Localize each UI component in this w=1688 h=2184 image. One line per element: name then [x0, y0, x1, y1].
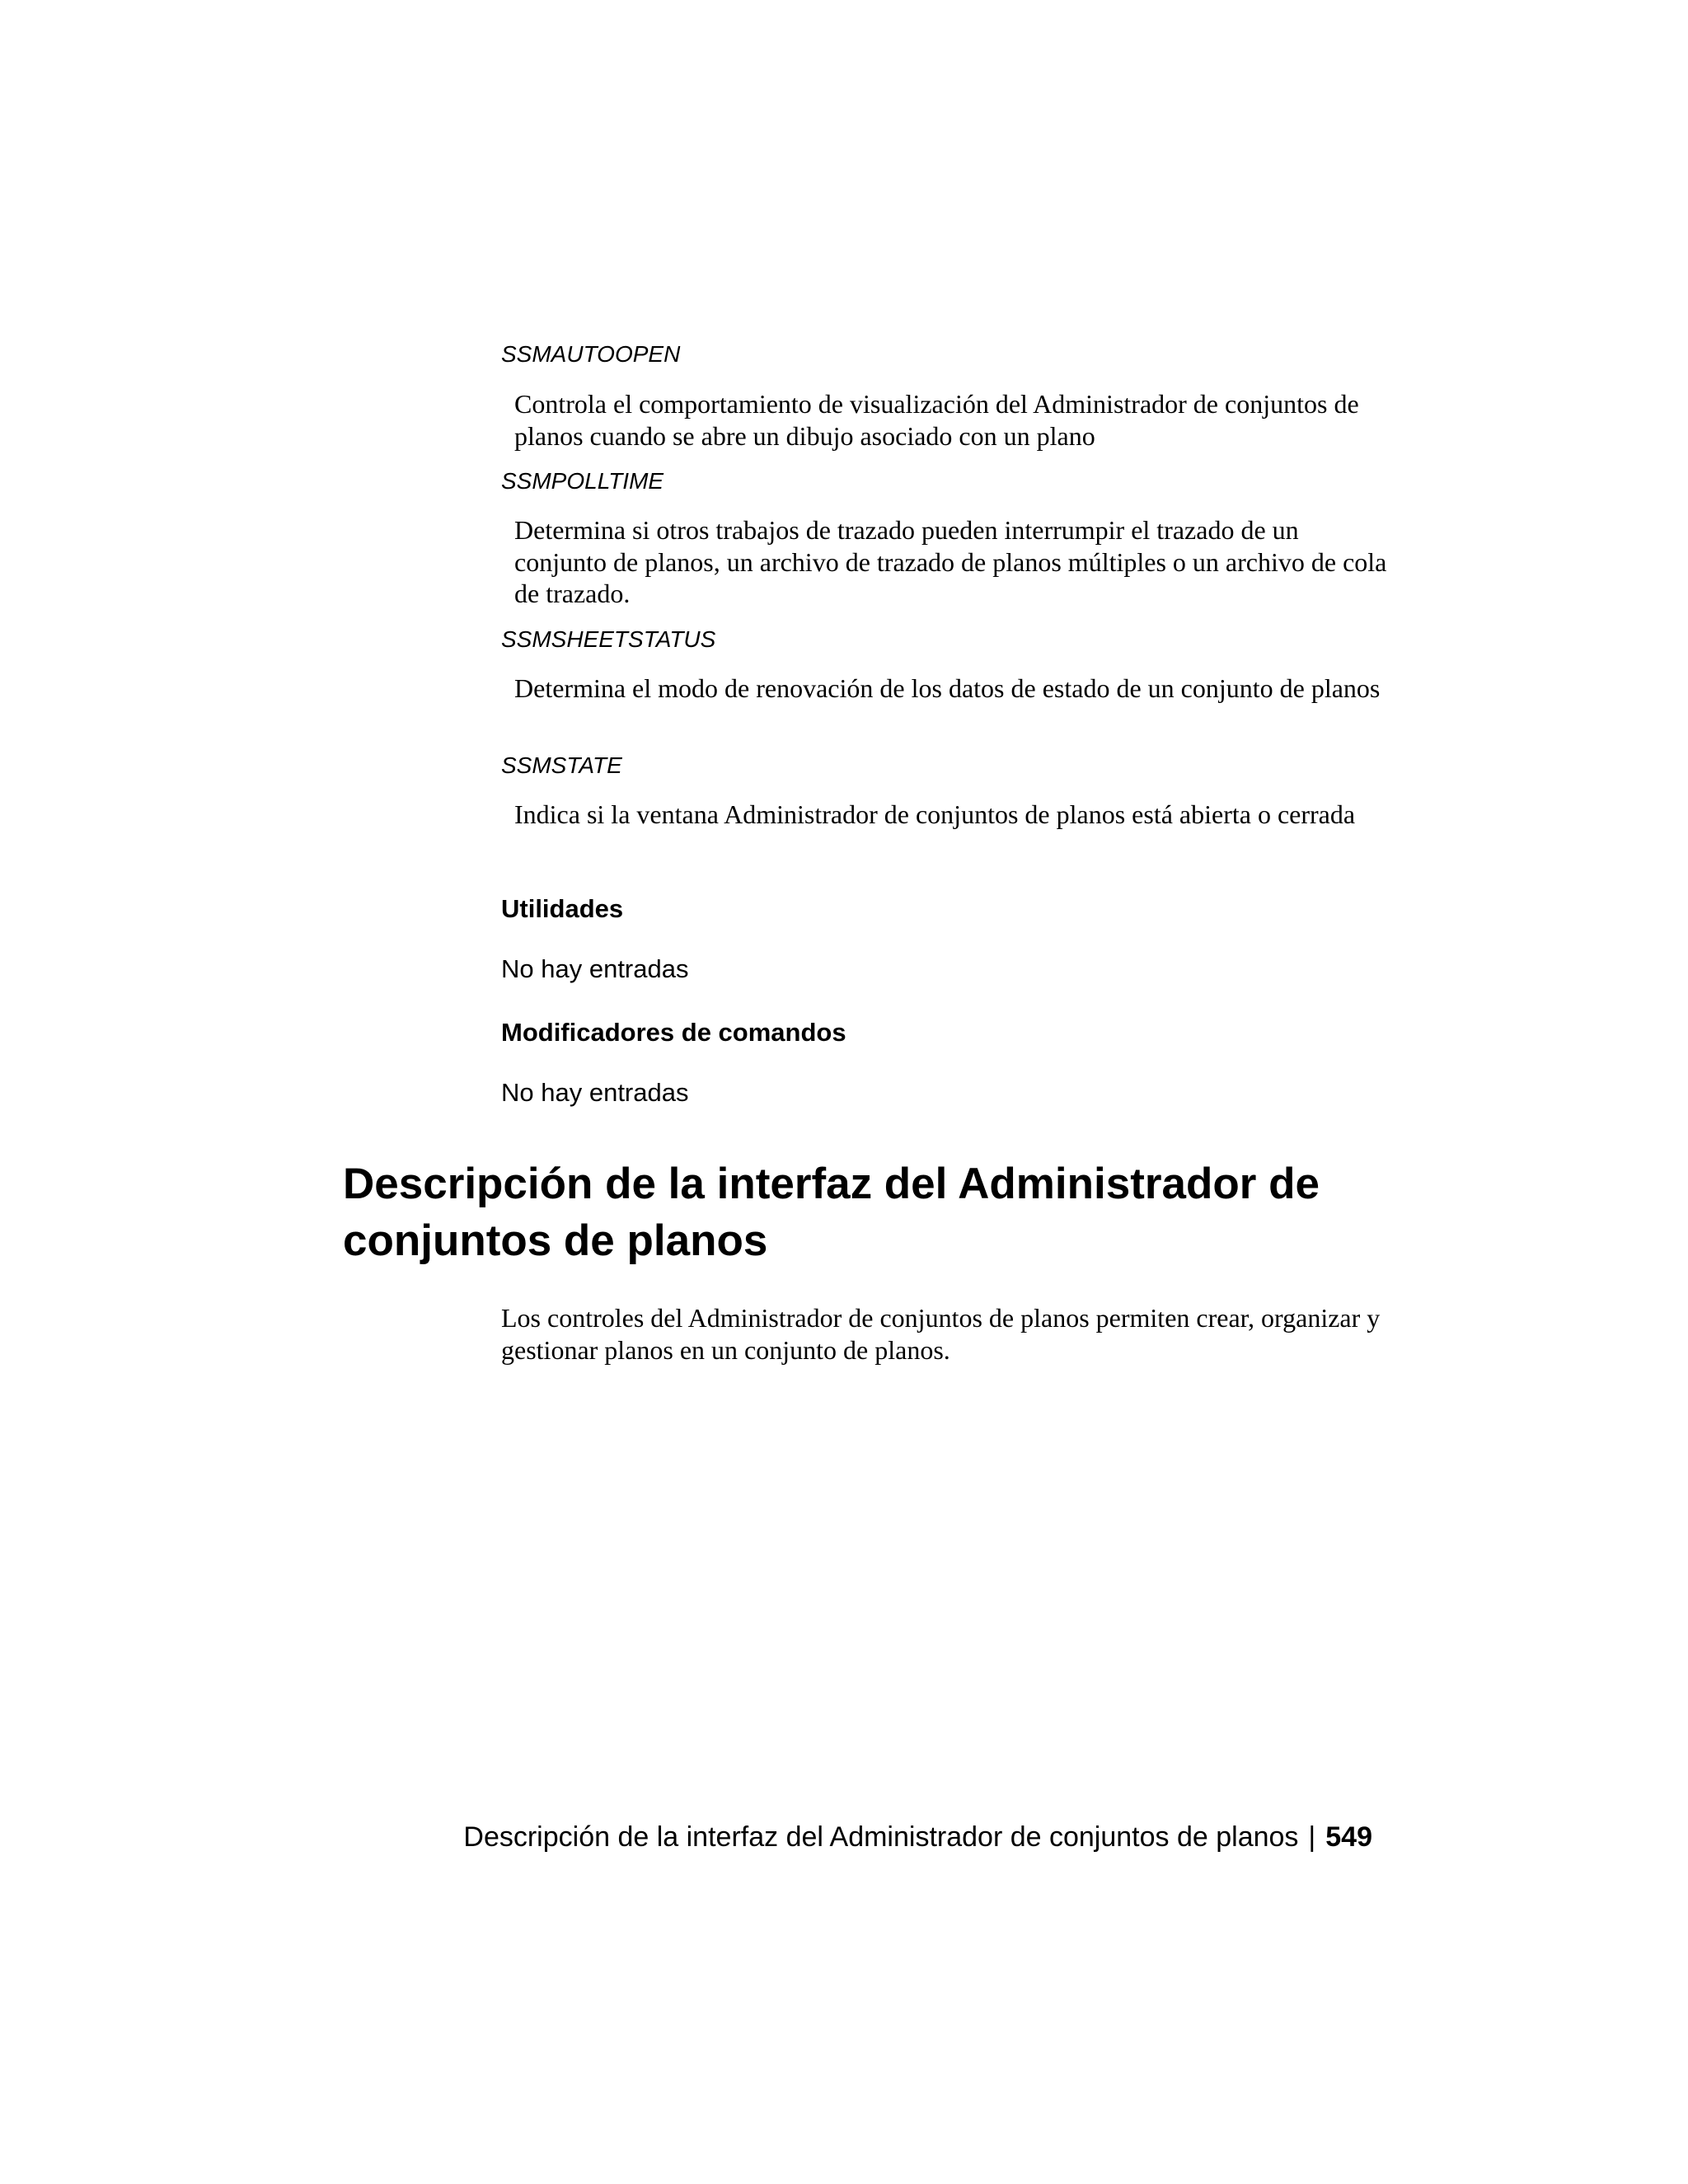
section-title: Descripción de la interfaz del Administrador de conjuntos de planos — [343, 1160, 1320, 1265]
command-modifiers-text: No hay entradas — [501, 1078, 689, 1107]
variable-description-ssmautoopen: Controla el comportamiento de visualización del Administrador de conjuntos de planos cuando se abre un dibujo asociado con un plano — [514, 389, 1359, 451]
utilities-text: No hay entradas — [501, 954, 689, 983]
variable-description-ssmsheetstatus: Determina el modo de renovación de los datos de estado de un conjunto de planos — [514, 673, 1381, 703]
footer-separator: | — [1308, 1821, 1316, 1853]
section-intro: Los controles del Administrador de conjuntos de planos permiten crear, organizar y gestionar planos en un conjunto de planos. — [501, 1303, 1381, 1365]
variable-description-ssmstate: Indica si la ventana Administrador de conjuntos de planos está abierta o cerrada — [514, 799, 1356, 829]
variable-name-ssmautoopen: SSMAUTOOPEN — [501, 341, 681, 367]
variable-name-ssmsheetstatus: SSMSHEETSTATUS — [501, 626, 716, 652]
footer-title: Descripción de la interfaz del Administrador de conjuntos de planos — [463, 1821, 1299, 1853]
variable-description-ssmpolltime: Determina si otros trabajos de trazado pueden interrumpir el trazado de un conjunto de planos, un archivo de trazado de planos múltiples o un archivo de cola de trazado. — [514, 515, 1387, 608]
variable-name-ssmpolltime: SSMPOLLTIME — [501, 468, 664, 494]
variable-name-ssmstate: SSMSTATE — [501, 752, 622, 778]
page-footer — [463, 1820, 1372, 1854]
utilities-heading: Utilidades — [501, 894, 624, 923]
page-number: 549 — [1325, 1821, 1372, 1853]
command-modifiers-heading: Modificadores de comandos — [501, 1018, 846, 1047]
